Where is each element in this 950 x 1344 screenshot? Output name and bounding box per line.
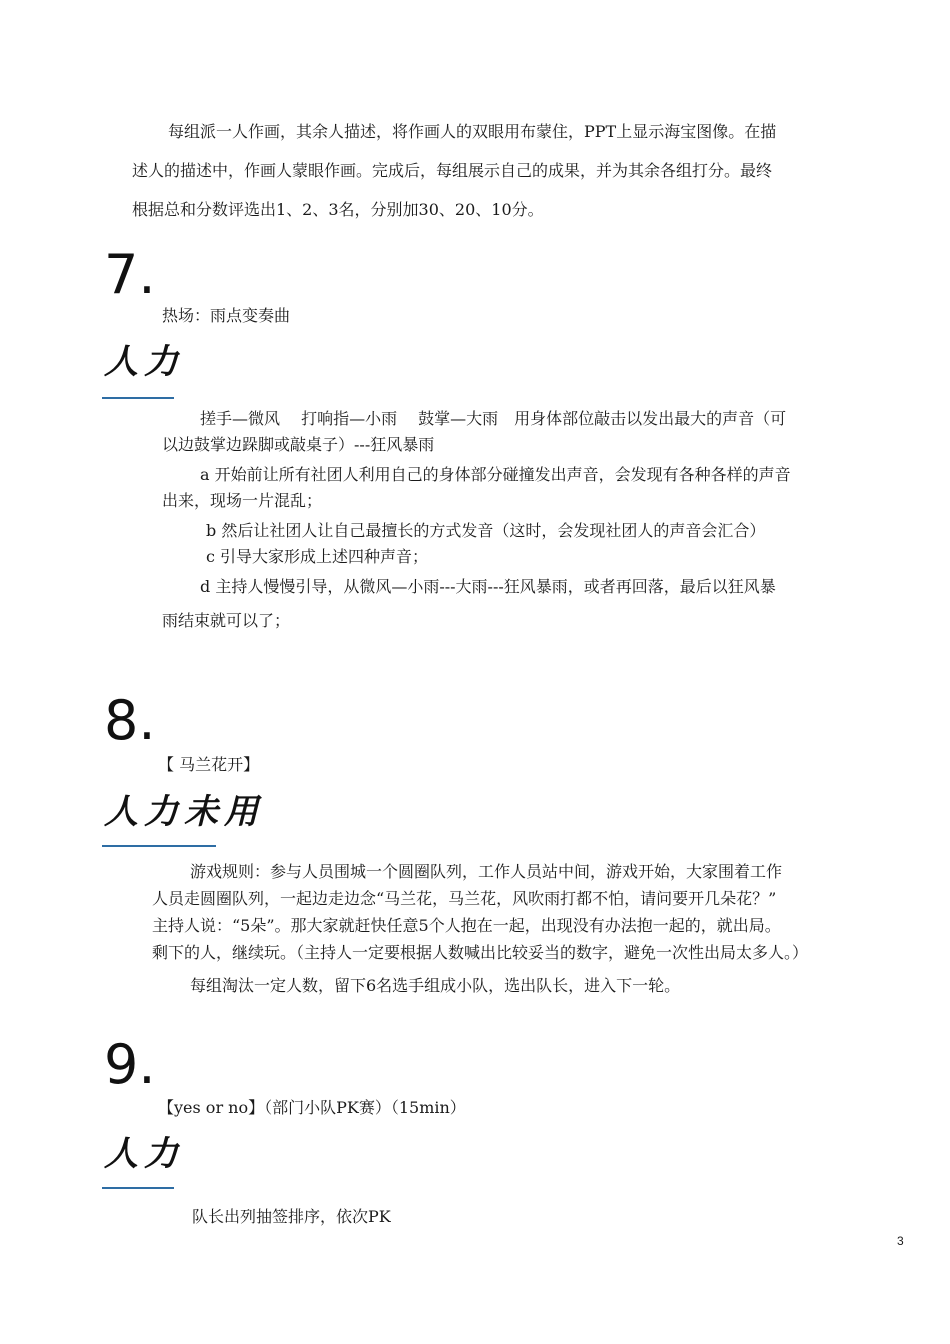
section-7-rule	[102, 397, 174, 399]
section-number-8: 8.	[104, 689, 156, 752]
body-line: 人员走圆圈队列，一起边走边念“马兰花，马兰花，风吹雨打都不怕，请问要开几朵花？”	[152, 889, 777, 908]
body-line: a 开始前让所有社团人利用自己的身体部分碰撞发出声音，会发现有各种各样的声音	[200, 465, 791, 484]
paragraph-line: 每组派一人作画，其余人描述，将作画人的双眼用布蒙住，PPT上显示海宝图像。在描	[168, 122, 777, 141]
body-line: 出来，现场一片混乱；	[162, 491, 323, 510]
paragraph-line: 根据总和分数评选出1、2、3名，分别加30、20、10分。	[132, 200, 544, 219]
section6-paragraph	[132, 112, 912, 229]
section-number-9: 9.	[104, 1033, 156, 1096]
section-8-tag: 人力未用	[104, 792, 264, 832]
section-8-subtitle: 【 马兰花开】	[158, 755, 260, 774]
section-number-7: 7.	[104, 243, 156, 306]
body-line: c 引导大家形成上述四种声音；	[206, 547, 429, 566]
section-8-body	[152, 858, 932, 999]
section-7-tag: 人力	[104, 342, 184, 382]
body-line: 每组淘汰一定人数，留下6名选手组成小队，选出队长，进入下一轮。	[190, 976, 681, 995]
page-number: 3	[897, 1234, 904, 1248]
section-9-subtitle: 【yes or no】（部门小队PK赛）（15min）	[158, 1098, 466, 1117]
body-line: 搓手—微风 打响指—小雨 鼓掌—大雨 用身体部位敲击以发出最大的声音（可	[200, 409, 787, 428]
section-9-rule	[102, 1187, 174, 1189]
section-9-body-line: 队长出列抽签排序，依次PK	[192, 1207, 391, 1226]
section-8-rule	[102, 845, 216, 847]
body-line: b 然后让社团人让自己最擅长的方式发音（这时，会发现社团人的声音会汇合）	[206, 521, 766, 540]
section-7-body	[162, 406, 922, 634]
body-line: 雨结束就可以了；	[162, 611, 291, 630]
body-line: 游戏规则：参与人员围城一个圆圈队列，工作人员站中间，游戏开始，大家围着工作	[190, 862, 783, 881]
body-line: 主持人说：“5朵”。那大家就赶快任意5个人抱在一起，出现没有办法抱一起的，就出局。	[152, 916, 781, 935]
paragraph-line: 述人的描述中，作画人蒙眼作画。完成后，每组展示自己的成果，并为其余各组打分。最终	[132, 161, 773, 180]
body-line: 剩下的人，继续玩。（主持人一定要根据人数喊出比较妥当的数字，避免一次性出局太多人。）	[152, 943, 809, 962]
body-line: 以边鼓掌边跺脚或敲桌子）---狂风暴雨	[162, 435, 435, 454]
section-7-subtitle: 热场：雨点变奏曲	[162, 306, 291, 325]
section-9-tag: 人力	[104, 1134, 184, 1174]
body-line: d 主持人慢慢引导，从微风—小雨---大雨---狂风暴雨，或者再回落，最后以狂风暴	[200, 577, 776, 596]
